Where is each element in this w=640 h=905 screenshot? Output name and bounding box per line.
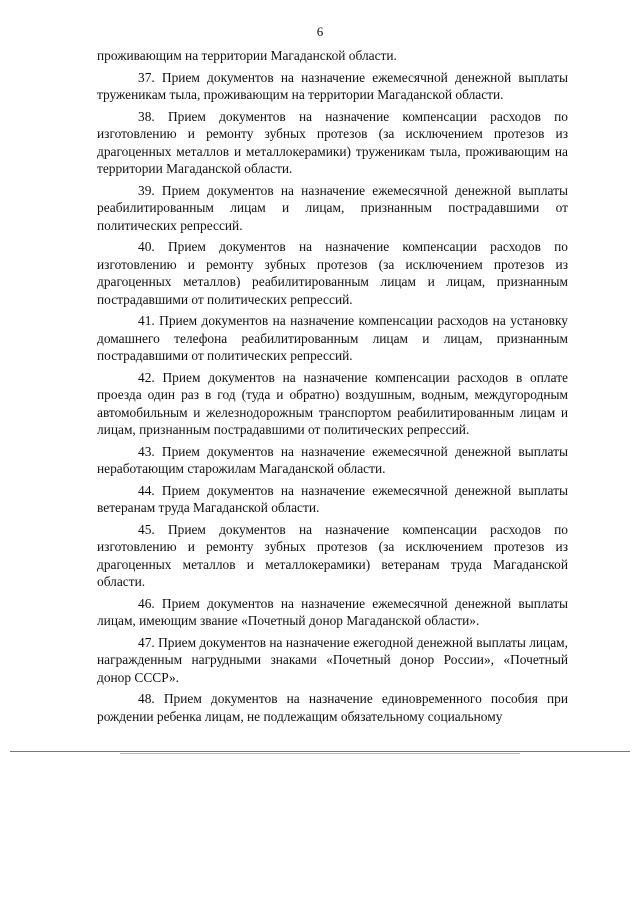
paragraph-item-45: 45. Прием документов на назначение компенсации расходов по изготовлению и ремонту зубных протезов (за исключением протезов из драгоценных металлов и металлокерамики) ветеранам труда Магаданской области. xyxy=(97,521,568,589)
paragraph-item-46: 46. Прием документов на назначение ежемесячной денежной выплаты лицам, имеющим звание «Почетный донор Магаданской области». xyxy=(97,595,568,628)
page-bottom-rule xyxy=(10,751,630,752)
paragraph-item-39: 39. Прием документов на назначение ежемесячной денежной выплаты реабилитированным лицам и лицам, признанным пострадавшими от политических репрессий. xyxy=(97,182,568,233)
page-bottom-rule-secondary xyxy=(120,753,520,754)
paragraph-item-37: 37. Прием документов на назначение ежемесячной денежной выплаты труженикам тыла, проживающим на территории Магаданской области. xyxy=(97,69,568,102)
paragraph-item-47: 47. Прием документов на назначение ежегодной денежной выплаты лицам, награжденным нагрудными знаками «Почетный донор России», «Почетный донор СССР». xyxy=(97,634,568,685)
paragraph-item-43: 43. Прием документов на назначение ежемесячной денежной выплаты неработающим старожилам Магаданской области. xyxy=(97,443,568,476)
paragraph-item-38: 38. Прием документов на назначение компенсации расходов по изготовлению и ремонту зубных протезов (за исключением протезов из драгоценных металлов и металлокерамики) труженикам тыла, проживающим на территории Магаданской области. xyxy=(97,108,568,176)
paragraph-item-42: 42. Прием документов на назначение компенсации расходов в оплате проезда один раз в год (туда и обратно) воздушным, водным, междугородным автомобильным и железнодорожным транспортом реабилитированным лицам и лицам, признанным пострадавшими от политических репрессий. xyxy=(97,369,568,437)
document-body xyxy=(97,47,568,729)
page-number: 6 xyxy=(316,24,324,39)
paragraph-item-40: 40. Прием документов на назначение компенсации расходов по изготовлению и ремонту зубных протезов (за исключением протезов из драгоценных металлов) реабилитированным лицам и лицам, признанным пострадавшими от политических репрессий. xyxy=(97,239,568,307)
paragraph-continuation: проживающим на территории Магаданской области. xyxy=(97,48,397,63)
paragraph-item-44: 44. Прием документов на назначение ежемесячной денежной выплаты ветеранам труда Магаданской области. xyxy=(97,482,568,515)
paragraph-item-48: 48. Прием документов на назначение единовременного пособия при рождении ребенка лицам, не подлежащим обязательному социальному xyxy=(97,691,568,724)
paragraph-item-41: 41. Прием документов на назначение компенсации расходов на установку домашнего телефона реабилитированным лицам и лицам, признанным пострадавшими от политических репрессий. xyxy=(97,313,568,363)
